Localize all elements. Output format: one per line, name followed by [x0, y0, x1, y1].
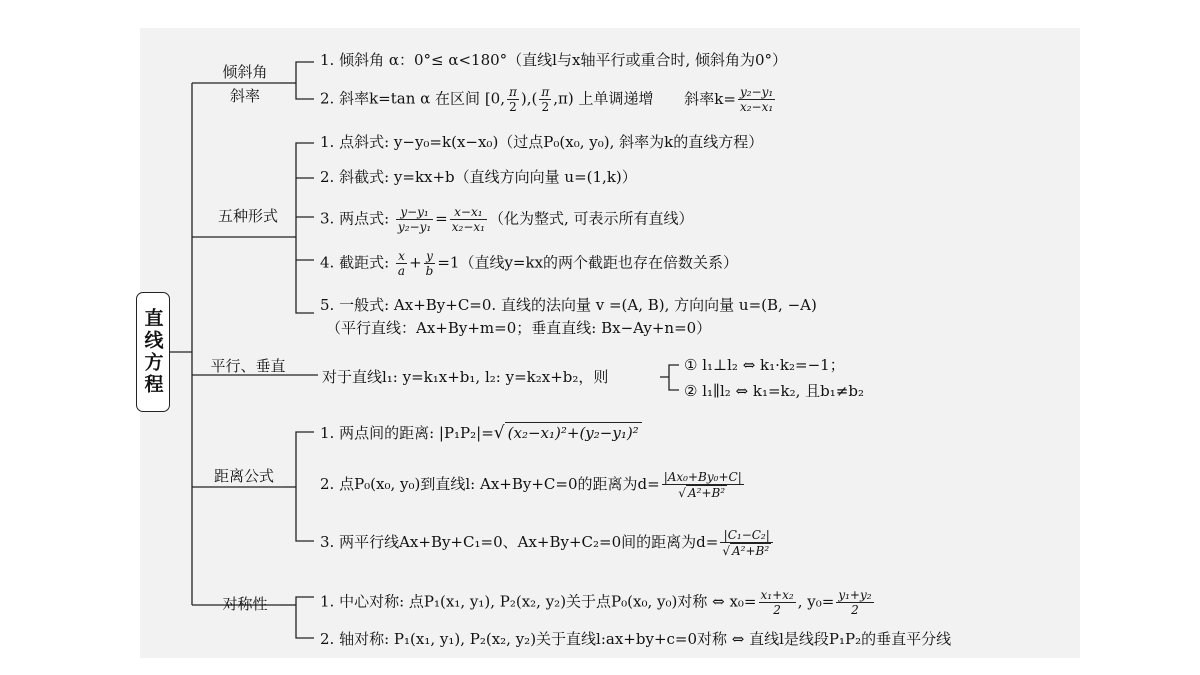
category-parallel-perp: 平行、垂直 — [210, 357, 286, 375]
distance-fraction: $\frac{\text{|C₁−C₂|}}{\text{√ A²+B²}}$ — [720, 528, 773, 558]
fraction-pi-half: $\frac{\pi}{2}$ — [541, 85, 550, 114]
interval-mid: ),( — [520, 89, 538, 108]
fraction: $\frac{\text{y₁+y₂}}{2}$ — [838, 588, 872, 617]
category-distance: 距离公式 — [213, 467, 274, 485]
interval-open: [0, — [484, 89, 505, 108]
form-two-point: 3. 两点式: $\frac{\text{y−y₁}}{\text{y₂−y₁}}$ = $\frac{\text{x−x₁}}{\text{x₂−x₁}}$ （化为整式, 可表示所有直线） — [320, 205, 694, 234]
category-label: 斜率 — [229, 87, 260, 105]
category-label: 倾斜角 — [222, 63, 268, 81]
symmetry-axial: 2. 轴对称: P₁(x₁, y₁), P₂(x₂, y₂)关于直线l:ax+by+c=0对称 ⇔ 直线l是线段P₁P₂的垂直平分线 — [320, 630, 952, 648]
fraction: $\frac{y}{b}$ — [425, 249, 434, 278]
sqrt-sign: √ — [678, 486, 686, 500]
interval-tail: ,π) 上单调递增 — [553, 89, 654, 108]
distance-parallel-lines: 3. 两平行线Ax+By+C₁=0、Ax+By+C₂=0间的距离为d= $\frac{\text{|C₁−C₂|}}{\text{√ A²+B²}}$ — [320, 528, 775, 558]
fraction: $\frac{\text{y−y₁}}{\text{y₂−y₁}}$ — [397, 205, 432, 234]
fraction-pi-half: $\frac{\pi}{2}$ — [509, 85, 517, 114]
category-symmetry: 对称性 — [222, 595, 268, 613]
root-node — [136, 292, 170, 412]
root-label: 直线方程 — [141, 308, 164, 396]
sqrt-sign: √ — [722, 544, 730, 558]
form-slope-intercept: 2. 斜截式: y=kx+b（直线方向向量 u=(1,k)） — [320, 168, 637, 186]
slope-item-2 — [320, 85, 777, 114]
fraction: $\frac{\text{x₁+x₂}}{2}$ — [760, 588, 794, 617]
category-five-forms: 五种形式 — [217, 207, 278, 225]
perpendicular-condition: ① l₁⊥l₂ ⇔ k₁·k₂=−1； — [684, 356, 845, 374]
parallel-perp-lead: 对于直线l₁: y=k₁x+b₁, l₂: y=k₂x+b₂，则 — [322, 368, 609, 386]
angle-item-1: 1. 倾斜角 α：0°≤ α<180°（直线l与x轴平行或重合时, 倾斜角为0°） — [320, 51, 788, 69]
distance-two-points: 1. 两点间的距离: |P₁P₂|=√ (x₂−x₁)²+(y₂−y₁)² — [320, 422, 642, 443]
fraction: $\frac{x}{a}$ — [397, 249, 406, 278]
form-point-slope: 1. 点斜式: y−y₀=k(x−x₀)（过点P₀(x₀, y₀), 斜率为k的直线方程） — [320, 133, 764, 151]
slope-label: 斜率k= — [684, 89, 736, 108]
category-angle-slope — [212, 60, 278, 108]
distance-fraction: $\frac{\text{|Ax₀+By₀+C|}}{\text{√ A²+B²}}$ — [663, 470, 742, 500]
distance-point-line: 2. 点P₀(x₀, y₀)到直线l: Ax+By+C=0的距离为d= $\frac{\text{|Ax₀+By₀+C|}}{\text{√ A²+B²}}$ — [320, 470, 742, 500]
parallel-condition: ② l₁∥l₂ ⇔ k₁=k₂, 且b₁≠b₂ — [684, 382, 864, 400]
slope-prefix: 2. 斜率k=tan α 在区间 — [320, 89, 481, 108]
symmetry-central: 1. 中心对称: 点P₁(x₁, y₁), P₂(x₂, y₂)关于点P₀(x₀, y₀)对称 ⇔ x₀= $\frac{\text{x₁+x₂}}{2}$ , y₀= $\frac{\text{y₁+y₂}}{2}$ — [320, 588, 872, 617]
fraction: $\frac{\text{x−x₁}}{\text{x₂−x₁}}$ — [451, 205, 485, 234]
sqrt-sign: √ — [493, 423, 505, 443]
form-general: 5. 一般式: Ax+By+C=0. 直线的法向量 v =(A, B), 方向向量 u=(B, −A) — [320, 296, 817, 314]
form-general-note: （平行直线：Ax+By+m=0；垂直直线: Bx−Ay+n=0） — [326, 319, 712, 337]
form-intercept: 4. 截距式: $\frac{x}{a}$ + $\frac{y}{b}$ =1（直线y=kx的两个截距也存在倍数关系） — [320, 249, 739, 278]
sqrt-content: (x₂−x₁)²+(y₂−y₁)² — [505, 422, 642, 443]
slope-fraction: $\frac{\text{y₂−y₁}}{\text{x₂−x₁}}$ — [739, 85, 774, 114]
